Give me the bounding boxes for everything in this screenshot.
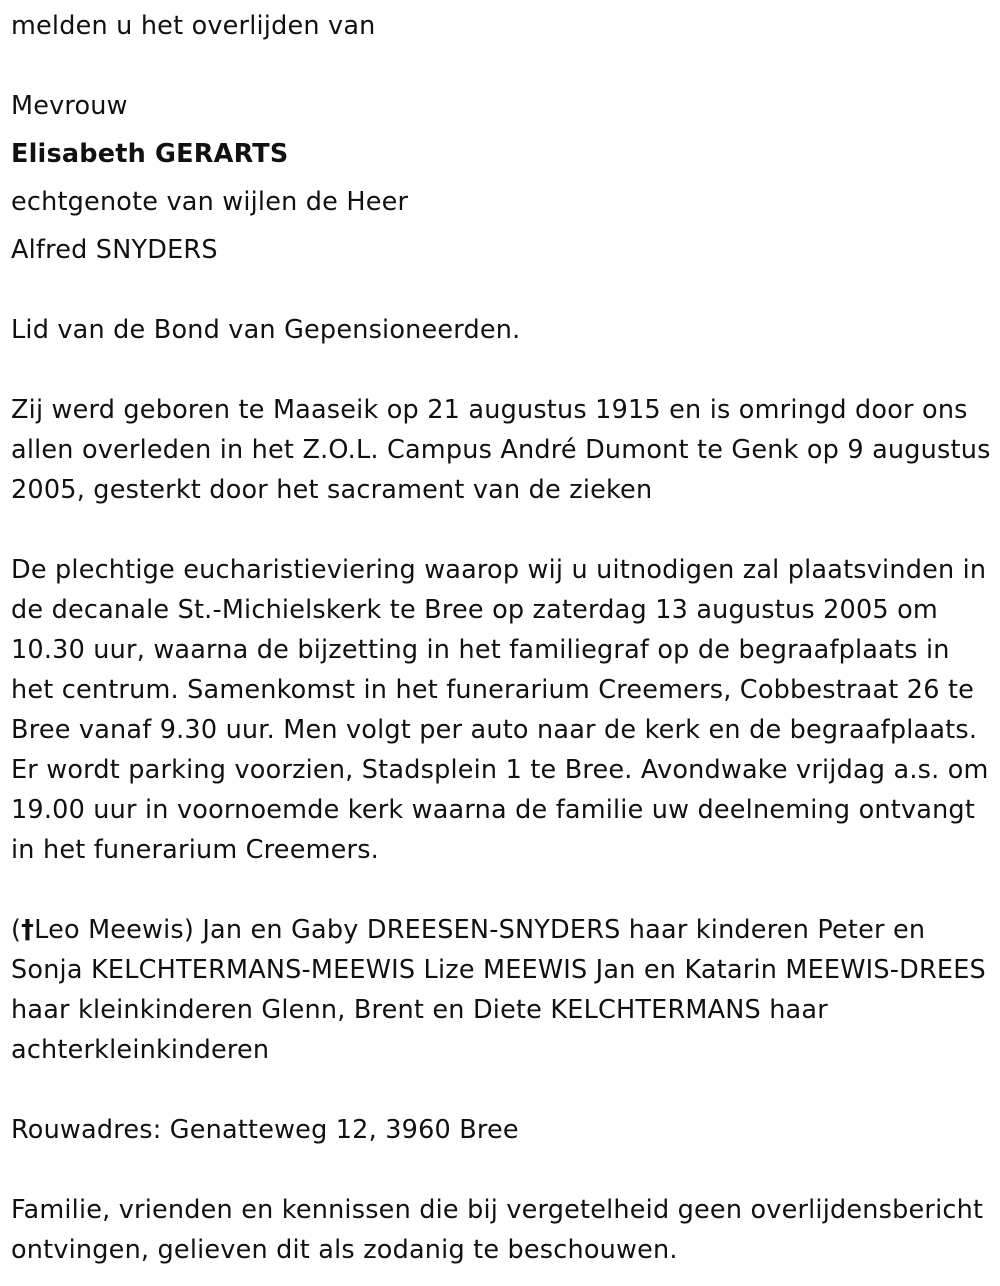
mourning-address: Rouwadres: Genatteweg 12, 3960 Bree	[11, 1115, 519, 1145]
deceased-name: Elisabeth GERARTS	[11, 139, 289, 169]
birth-death-paragraph: Zij werd geboren te Maaseik op 21 augustus 1915 en is omringd door ons allen overleden in het Z.O.L. Campus André Dumont te Genk op 9 augustus 2005, gesterkt door het sacrament van de zieken	[11, 395, 991, 505]
membership-line: Lid van de Bond van Gepensioneerden.	[11, 315, 521, 345]
intro-line: melden u het overlijden van	[11, 11, 376, 41]
spouse-relation: echtgenote van wijlen de Heer	[11, 187, 409, 217]
closing-paragraph: Familie, vrienden en kennissen die bij vergetelheid geen overlijdensbericht ontvingen, gelieven dit als zodanig te beschouwen.	[11, 1195, 984, 1265]
spouse-name: Alfred SNYDERS	[11, 235, 218, 265]
title-line: Mevrouw	[11, 91, 128, 121]
death-notice	[11, 6, 993, 1270]
family-paragraph	[11, 910, 993, 1070]
ceremony-paragraph: De plechtige eucharistieviering waarop wij u uitnodigen zal plaatsvinden in de decanale St.-Michielskerk te Bree op zaterdag 13 augustus 2005 om 10.30 uur, waarna de bijzetting in het familiegraf op de begraafplaats in het centrum. Samenkomst in het funerarium Creemers, Cobbestraat 26 te Bree vanaf 9.30 uur. Men volgt per auto naar de kerk en de begraafplaats. Er wordt parking voorzien, Stadsplein 1 te Bree. Avondwake vrijdag a.s. om 19.00 uur in voornoemde kerk waarna de familie uw deelneming ontvangt in het funerarium Creemers.	[11, 555, 989, 865]
open-paren: (	[11, 915, 22, 945]
family-text: Leo Meewis) Jan en Gaby DREESEN-SNYDERS haar kinderen Peter en Sonja KELCHTERMANS-MEEWIS Lize MEEWIS Jan en Katarin MEEWIS-DREES haar kleinkinderen Glenn, Brent en Diete KELCHTERMANS haar achterkleinkinderen	[11, 915, 986, 1065]
cross-icon: †	[21, 915, 35, 945]
